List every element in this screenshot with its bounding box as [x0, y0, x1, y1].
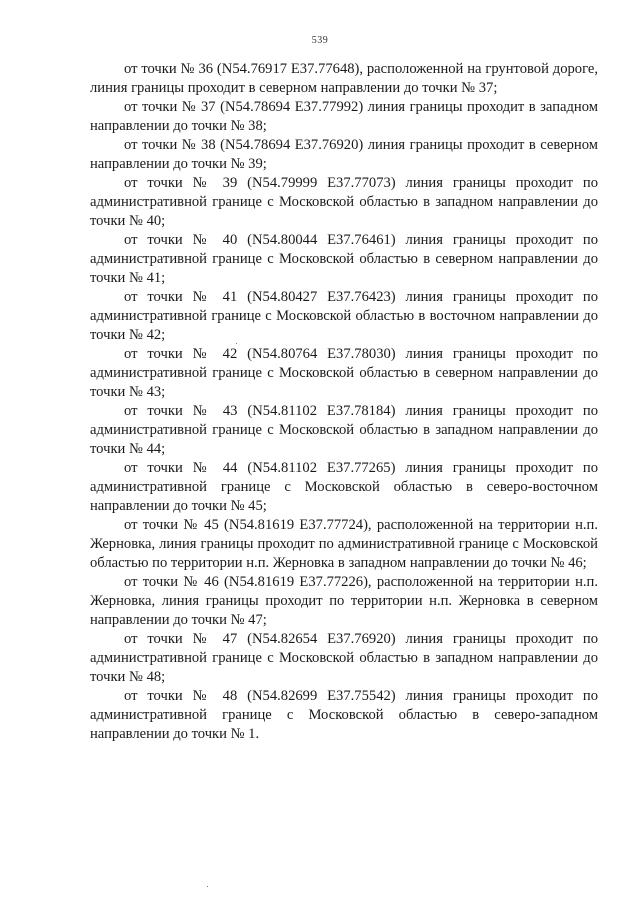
paragraph-point-48: от точки № 48 (N54.82699 E37.75542) линия границы проходит по административной границе с Московской областью в северо-западном направлении до точки № 1.: [90, 688, 598, 742]
scan-speck: [207, 886, 208, 887]
document-body: [90, 60, 598, 744]
paragraph-point-41: от точки № 41 (N54.80427 E37.76423) линия границы проходит по административной границе с Московской областью в восточном направлении до точки № 42;: [90, 289, 598, 343]
scan-speck: [236, 343, 237, 344]
paragraph-point-45: от точки № 45 (N54.81619 E37.77724), расположенной на территории н.п. Жерновка, линия границы проходит по административной границе с Московской областью по территории н.п. Жерновка в западном направлении до точки № 46;: [90, 517, 598, 571]
paragraph-point-46: от точки № 46 (N54.81619 E37.77226), расположенной на территории н.п. Жерновка, линия границы проходит по территории н.п. Жерновка в северном направлении до точки № 47;: [90, 574, 598, 628]
paragraph-point-36: от точки № 36 (N54.76917 E37.77648), расположенной на грунтовой дороге, линия границы проходит в северном направлении до точки № 37;: [90, 61, 598, 96]
paragraph-point-39: от точки № 39 (N54.79999 E37.77073) линия границы проходит по административной границе с Московской областью в западном направлении до точки № 40;: [90, 175, 598, 229]
paragraph-point-43: от точки № 43 (N54.81102 E37.78184) линия границы проходит по административной границе с Московской областью в западном направлении до точки № 44;: [90, 403, 598, 457]
paragraph-point-47: от точки № 47 (N54.82654 E37.76920) линия границы проходит по административной границе с Московской областью в западном направлении до точки № 48;: [90, 631, 598, 685]
paragraph-point-42: от точки № 42 (N54.80764 E37.78030) линия границы проходит по административной границе с Московской областью в северном направлении до точки № 43;: [90, 346, 598, 400]
page-number: 539: [311, 35, 329, 46]
paragraph-point-37: от точки № 37 (N54.78694 E37.77992) линия границы проходит в западном направлении до точки № 38;: [90, 99, 598, 134]
paragraph-point-40: от точки № 40 (N54.80044 E37.76461) линия границы проходит по административной границе с Московской областью в северном направлении до точки № 41;: [90, 232, 598, 286]
paragraph-point-44: от точки № 44 (N54.81102 E37.77265) линия границы проходит по административной границе с Московской областью в северо-восточном направлении до точки № 45;: [90, 460, 598, 514]
paragraph-point-38: от точки № 38 (N54.78694 E37.76920) линия границы проходит в северном направлении до точки № 39;: [90, 137, 598, 172]
